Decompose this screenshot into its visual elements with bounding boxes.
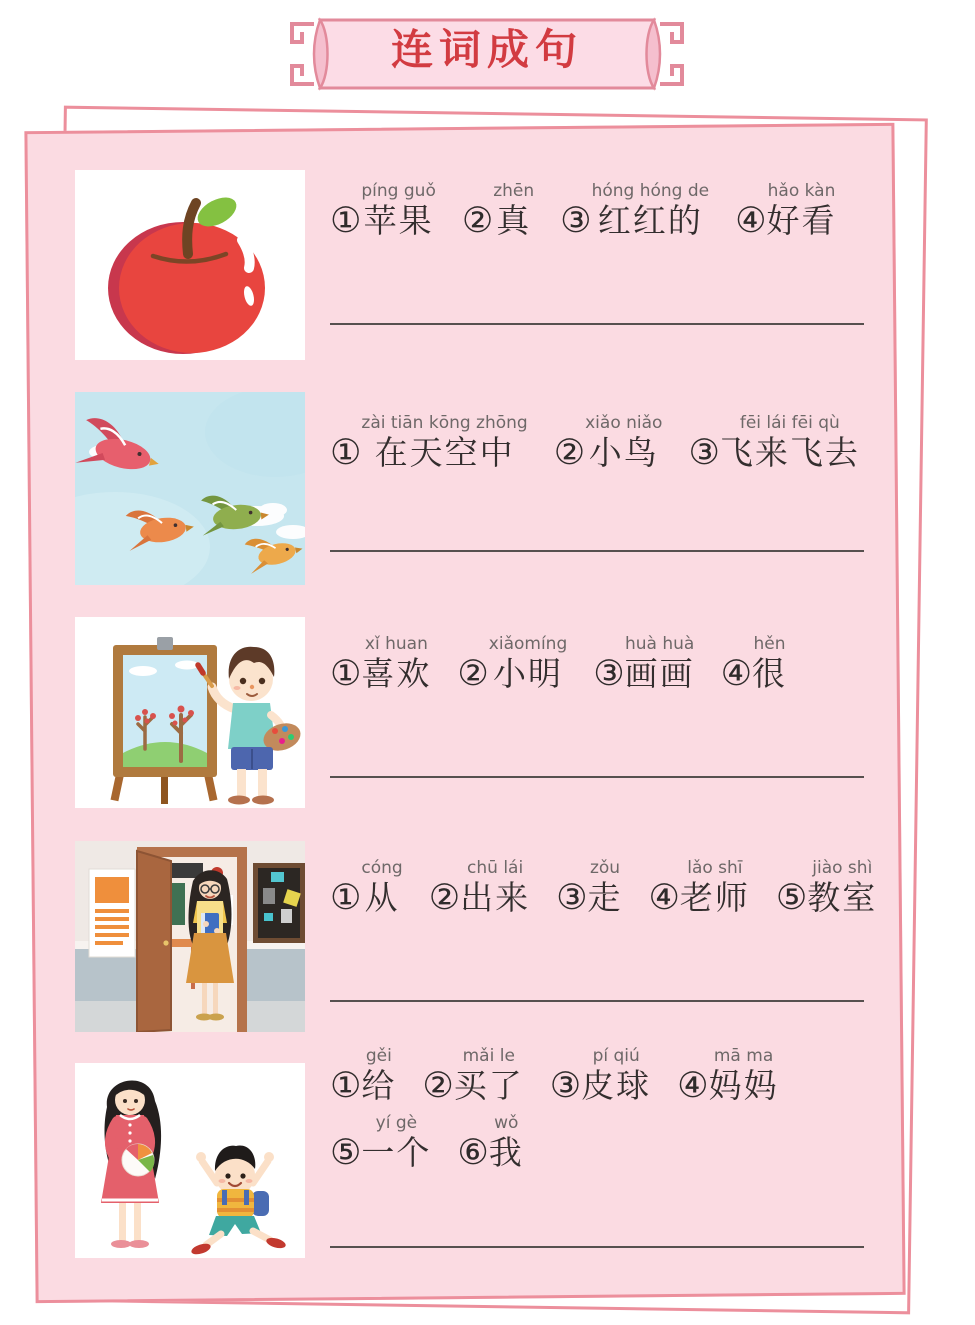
pinyin-label: zhēn (493, 181, 535, 201)
word-block (361, 414, 527, 471)
pinyin-label: mā ma (713, 1046, 774, 1066)
word-block (460, 859, 530, 916)
hanzi-label: 一个 (361, 1133, 432, 1173)
word-row (330, 635, 787, 692)
word-item (330, 414, 528, 471)
word-block (592, 182, 710, 239)
pinyin-label: yí gè (375, 1113, 418, 1134)
word-item (649, 859, 750, 916)
hanzi-label: 走 (587, 877, 623, 917)
word-block (361, 1047, 396, 1104)
word-item (677, 1047, 778, 1104)
exercise-1-image-card (75, 170, 305, 360)
word-number: ① (330, 200, 362, 241)
hanzi-label: 给 (361, 1065, 397, 1105)
word-number: ③ (688, 432, 720, 473)
exercise-1 (0, 170, 975, 390)
pinyin-label: pí qiú (592, 1046, 640, 1066)
word-item (550, 1047, 651, 1104)
exercise-5-words (330, 1047, 779, 1172)
word-block (625, 635, 695, 692)
hanzi-label: 真 (496, 200, 532, 240)
hanzi-label: 在天空中 (374, 432, 515, 472)
word-row (330, 1113, 779, 1174)
mother-child-illustration (75, 1063, 305, 1258)
answer-line[interactable] (330, 550, 864, 552)
word-item (462, 182, 534, 239)
word-number: ① (330, 877, 362, 918)
pinyin-label: zài tiān kōng zhōng (361, 413, 528, 433)
hanzi-label: 从 (364, 877, 400, 917)
exercise-3 (0, 617, 975, 837)
exercise-2-words (330, 414, 860, 471)
word-number: ① (330, 432, 362, 473)
word-block (361, 859, 402, 916)
page-title: 连词成句 (390, 25, 583, 74)
word-item (330, 859, 403, 916)
word-block (489, 635, 567, 692)
pinyin-label: huà huà (624, 634, 695, 654)
exercise-4-image-card (75, 841, 305, 1032)
hanzi-label: 教室 (807, 877, 878, 917)
exercise-2 (0, 392, 975, 612)
word-block (361, 182, 435, 239)
word-item (721, 635, 787, 692)
word-item (457, 635, 567, 692)
pinyin-label: jiào shì (812, 858, 873, 878)
word-number: ④ (677, 1065, 709, 1106)
hanzi-label: 皮球 (581, 1065, 652, 1105)
exercise-5 (0, 1045, 975, 1285)
pinyin-label: zǒu (589, 858, 621, 878)
hanzi-label: 飞来飞去 (719, 432, 860, 472)
hanzi-label: 红红的 (597, 200, 703, 240)
hanzi-label: 小明 (493, 653, 563, 693)
word-number: ① (330, 653, 362, 694)
word-item (330, 1047, 396, 1104)
word-item (735, 182, 836, 239)
word-row (330, 414, 860, 471)
hanzi-label: 我 (488, 1133, 524, 1173)
hanzi-label: 买了 (453, 1065, 524, 1105)
word-number: ③ (556, 877, 588, 918)
word-number: ③ (593, 653, 625, 694)
pinyin-label: xǐ huan (364, 634, 428, 654)
boy-painting-illustration (75, 617, 305, 808)
hanzi-label: 老师 (679, 877, 750, 917)
answer-line[interactable] (330, 1000, 864, 1002)
word-block (767, 182, 837, 239)
word-item (457, 1113, 524, 1174)
pinyin-label: chū lái (467, 858, 524, 878)
word-block (493, 182, 534, 239)
pinyin-label: wǒ (494, 1113, 519, 1134)
word-block (361, 635, 431, 692)
word-number: ③ (560, 200, 592, 241)
word-item (330, 182, 436, 239)
word-number: ④ (648, 877, 680, 918)
word-item (688, 414, 859, 471)
word-number: ② (553, 432, 586, 473)
word-number: ③ (549, 1065, 582, 1106)
pinyin-label: mǎi le (462, 1046, 515, 1066)
exercise-1-words (330, 182, 837, 239)
word-item (422, 1047, 523, 1104)
pinyin-label: hóng hóng de (591, 181, 710, 201)
word-number: ⑤ (330, 1133, 362, 1174)
pinyin-label: hěn (753, 634, 786, 654)
word-item (330, 635, 431, 692)
word-number: ② (428, 877, 461, 918)
answer-line[interactable] (330, 323, 864, 325)
hanzi-label: 苹果 (363, 200, 434, 240)
answer-line[interactable] (330, 1246, 864, 1248)
word-number: ④ (735, 200, 767, 241)
hanzi-label: 小鸟 (588, 432, 659, 472)
exercise-5-image-card (75, 1063, 305, 1258)
word-number: ① (330, 1065, 362, 1106)
word-block (720, 414, 860, 471)
apple-illustration (75, 170, 305, 360)
hanzi-label: 好看 (766, 200, 837, 240)
pinyin-label: píng guǒ (361, 181, 436, 201)
word-block (489, 1114, 524, 1171)
word-block (581, 1047, 651, 1104)
word-item (556, 859, 622, 916)
word-number: ⑥ (457, 1133, 489, 1174)
hanzi-label: 很 (752, 653, 788, 693)
pinyin-label: lǎo shī (687, 858, 743, 878)
exercise-4 (0, 841, 975, 1061)
word-item (593, 635, 694, 692)
word-number: ⑤ (775, 877, 808, 918)
hanzi-label: 出来 (460, 877, 531, 917)
pinyin-label: xiǎomíng (488, 634, 568, 654)
pinyin-label: xiǎo niǎo (585, 413, 663, 433)
word-item (330, 1113, 432, 1174)
word-row (330, 1047, 779, 1104)
word-block (752, 635, 787, 692)
word-block (585, 414, 662, 471)
word-item (776, 859, 877, 916)
word-block (588, 859, 623, 916)
pinyin-label: hǎo kàn (767, 181, 836, 201)
word-block (454, 1047, 524, 1104)
birds-in-sky-illustration (75, 392, 305, 585)
title-banner (278, 12, 696, 96)
teacher-classroom-illustration (75, 841, 305, 1032)
word-item (560, 182, 709, 239)
exercise-3-image-card (75, 617, 305, 808)
word-item (554, 414, 663, 471)
exercise-3-words (330, 635, 787, 692)
hanzi-label: 喜欢 (361, 653, 432, 693)
word-number: ④ (720, 653, 753, 694)
hanzi-label: 妈妈 (708, 1065, 779, 1105)
word-block (807, 859, 877, 916)
word-block (680, 859, 750, 916)
exercise-2-image-card (75, 392, 305, 585)
word-row (330, 182, 837, 239)
exercise-4-words (330, 859, 877, 916)
word-number: ② (422, 1065, 454, 1106)
pinyin-label: cóng (361, 858, 403, 878)
hanzi-label: 画画 (624, 653, 695, 693)
pinyin-label: gěi (365, 1046, 392, 1066)
pinyin-label: fēi lái fēi qù (739, 413, 840, 433)
word-row (330, 859, 877, 916)
word-number: ② (457, 653, 489, 694)
answer-line[interactable] (330, 776, 864, 778)
word-block (709, 1047, 779, 1104)
word-number: ② (461, 200, 494, 241)
word-item (429, 859, 530, 916)
word-block (361, 1114, 431, 1171)
